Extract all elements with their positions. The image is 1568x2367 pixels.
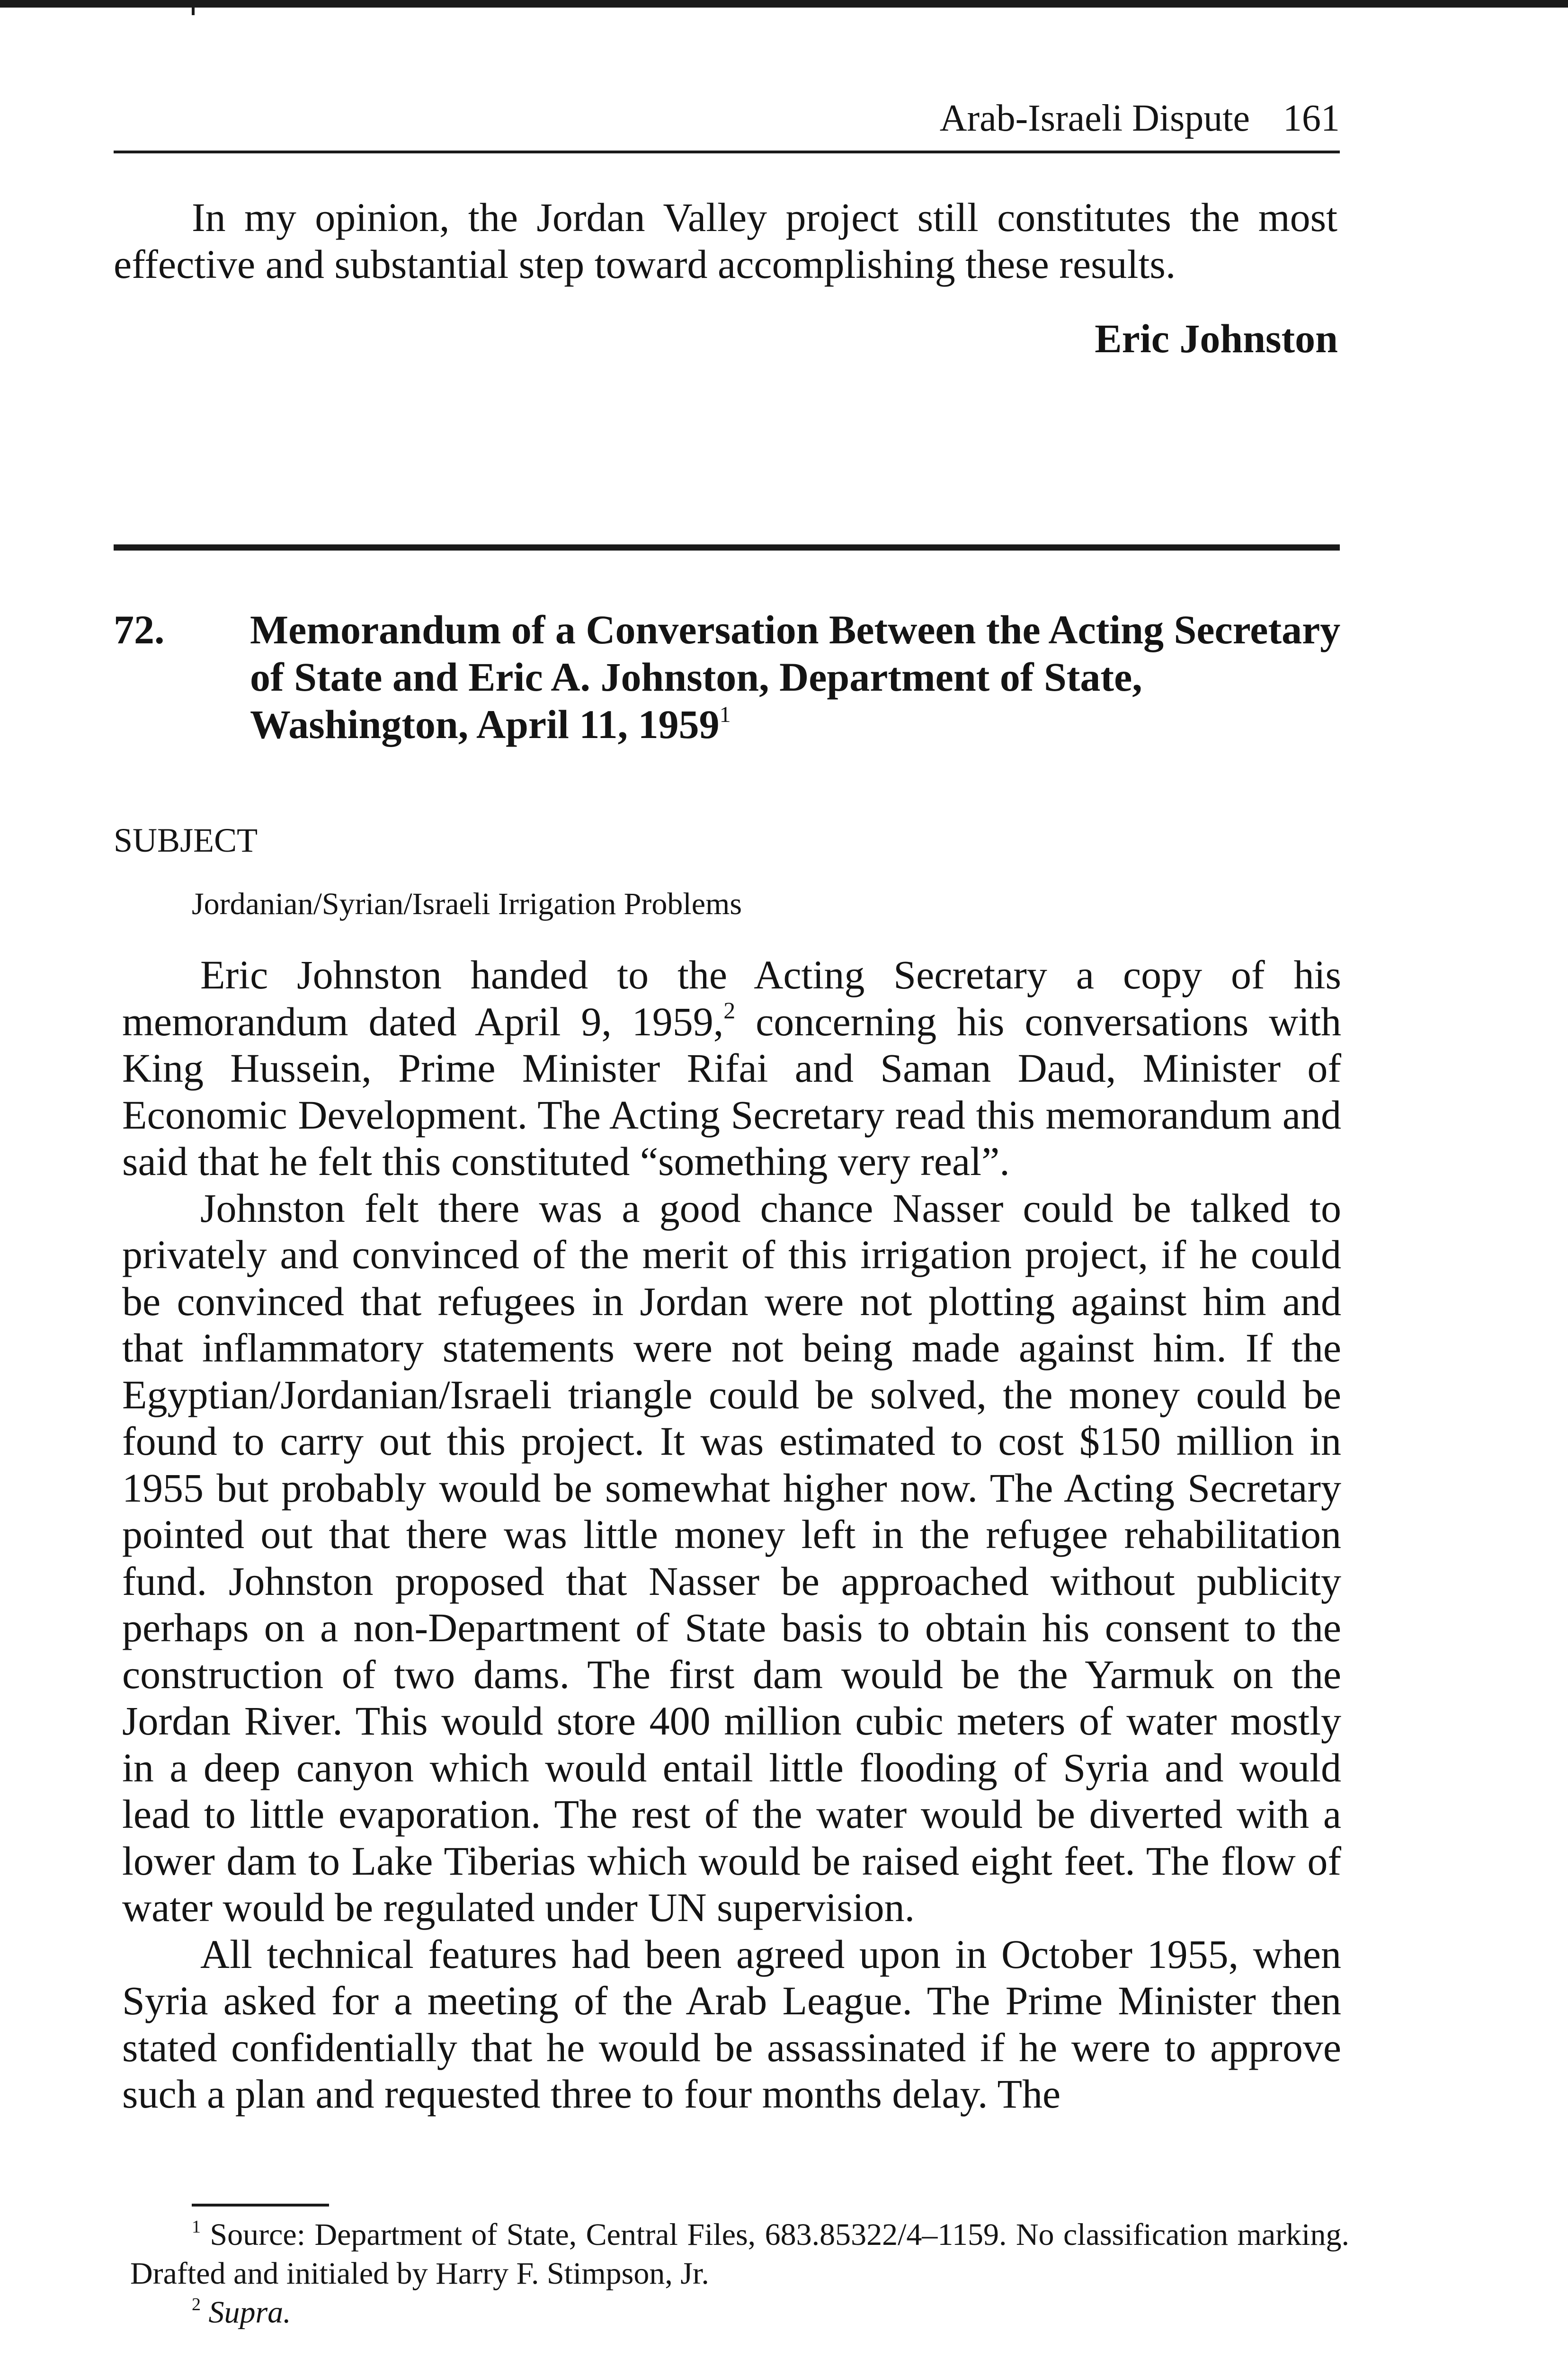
document-separator-rule	[114, 544, 1340, 551]
footnote-1	[130, 2216, 1349, 2293]
closing-paragraph: In my opinion, the Jordan Valley project still constitutes the most effective and substantial step toward accomplishing these results.	[114, 195, 1337, 287]
footnote-2	[130, 2293, 1349, 2332]
paragraph-1-after: concerning his conversations with King Hussein, Prime Minister Rifai and Saman Daud, Minister of Economic Development. The Acting Secretary read this memorandum and said that he felt this constituted “something very real”.	[122, 998, 1341, 1184]
running-head-rule	[114, 151, 1340, 153]
subject-label: SUBJECT	[114, 821, 258, 859]
body-paragraph-2: Johnston felt there was a good chance Nasser could be talked to privately and convinced of the merit of this irrigation project, if he could be convinced that refugees in Jordan were not plotting against him and that inflammatory statements were not being made against him. If the Egyptian/Jordanian/Israeli triangle could be solved, the money could be found to carry out this project. It was estimated to cost $150 million in 1955 but probably would be somewhat higher now. The Acting Secretary pointed out that there was little money left in the refugee rehabilitation fund. Johnston proposed that Nasser be approached without publicity perhaps on a non-Department of State basis to obtain his consent to the construction of two dams. The first dam would be the Yarmuk on the Jordan River. This would store 400 million cubic meters of water mostly in a deep canyon which would entail little flooding of Syria and would lead to little evaporation. The rest of the water would be diverted with a lower dam to Lake Tiberias which would be raised eight feet. The flow of water would be regulated under UN supervision.	[122, 1185, 1341, 1930]
body-paragraph-3: All technical features had been agreed upon in October 1955, when Syria asked for a meeting of the Arab League. The Prime Minister then stated confidentially that he would be assassinated if he were to approve such a plan and requested three to four months delay. The	[122, 1931, 1341, 2117]
footnote-rule	[192, 2204, 329, 2207]
footnote-2-text: Supra.	[208, 2295, 291, 2330]
running-head-title: Arab-Israeli Dispute	[939, 98, 1250, 139]
document-title-text: Memorandum of a Conversation Between the Acting Secretary of State and Eric A. Johnston, Department of State, Washington, April 11, 1959	[250, 607, 1341, 747]
subject-value: Jordanian/Syrian/Israeli Irrigation Problems	[192, 887, 742, 921]
running-head	[0, 95, 1340, 142]
scan-edge-bar	[0, 0, 1568, 8]
document-number: 72.	[114, 607, 165, 652]
footnote-2-marker: 2	[192, 2295, 201, 2314]
footnotes	[130, 2216, 1349, 2332]
paragraph-1-before: Eric Johnston handed to the Acting Secretary a copy of his memorandum dated April 9, 1959,	[122, 952, 1341, 1044]
scan-edge-mark	[192, 0, 195, 15]
body-paragraph-1	[122, 952, 1341, 1185]
previous-document-closing	[114, 194, 1337, 288]
page-number: 161	[1283, 98, 1340, 139]
footnote-ref-1: 1	[719, 702, 731, 727]
footnote-1-marker: 1	[192, 2217, 201, 2237]
footnote-ref-2: 2	[723, 997, 736, 1023]
signature: Eric Johnston	[1095, 316, 1338, 361]
document-title	[250, 606, 1348, 748]
memorandum-body	[122, 952, 1341, 2118]
footnote-1-text: Source: Department of State, Central Files, 683.85322/4–1159. No classification marking. Drafted and initialed by Harry F. Stimpson, Jr.	[130, 2217, 1350, 2291]
